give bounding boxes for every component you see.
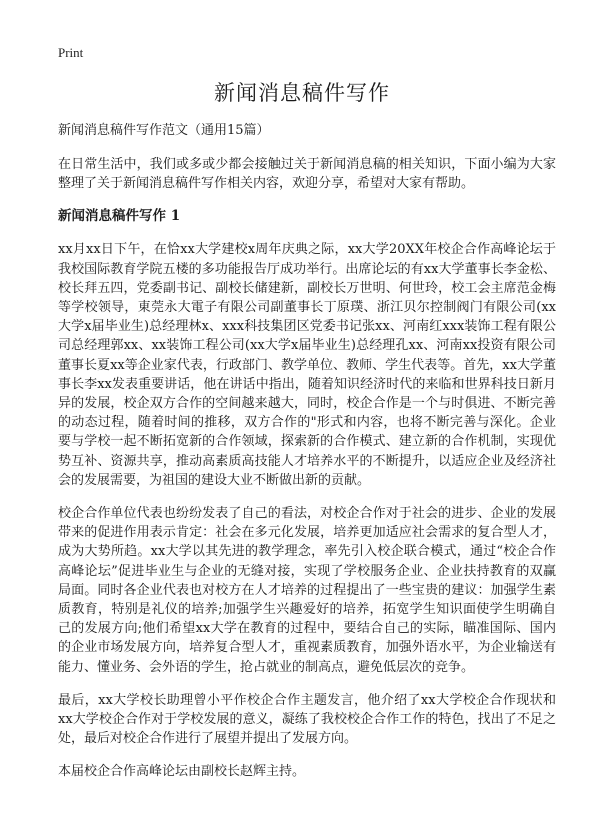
body-paragraph-3: 最后，xx大学校长助理曾小平作校企合作主题发言，他介绍了xx大学校企合作现状和xx大学校企合作对于学校发展的意义，凝练了我校校企合作工作的特色，找出了不足之处，最后对校企合作进行了展望并提出了发展方向。 xyxy=(58,692,556,747)
body-paragraph-2: 校企合作单位代表也纷纷发表了自己的看法，对校企合作对于社会的进步、企业的发展带来的促进作用表示肯定：社会在多元化发展，培养更加适应社会需求的复合型人才，成为大势所趋。xx大学以其先进的教学理念，率先引入校企联合模式，通过“校企合作高峰论坛”促进毕业生与企业的无缝对接，实现了学校服务企业、企业扶持教育的双赢局面。同时各企业代表也对校方在人才培养的过程提出了一些宝贵的建议：加强学生素质教育，特别是礼仪的培养;加强学生兴趣爱好的培养，拓宽学生知识面使学生明确自己的发展方向;他们希望xx大学在教育的过程中，要结合自己的实际，瞄准国际、国内的企业市场发展方向，培养复合型人才，重视素质教育，加强外语水平，为企业输送有能力、懂业务、会外语的学生，抢占就业的制高点，避免低层次的竞争。 xyxy=(58,506,556,675)
body-paragraph-1: xx月xx日下午，在恰xx大学建校x周年庆典之际，xx大学20XX年校企合作高峰论坛于我校国际教育学院五楼的多功能报告厅成功举行。出席论坛的有xx大学董事长李金松、校长拜五四，党委副书记、副校长储建新，副校长万世明、何世玲，校工会主席范金梅等学校领导，東莞永大電子有限公司副董事长丁原璞、浙江贝尔控制阀门有限公司(xx大学x届毕业生)总经理林x、xxx科技集团区党委书记张xx、河南红xxx装饰工程有限公司总经理郭xx、xx装饰工程公司(xx大学x届毕业生)总经理孔xx、河南xx投资有限公司董事长夏xx等企业家代表，行政部门、教学单位、教师、学生代表等。首先，xx大学董事长李xx发表重要讲话，他在讲话中指出，随着知识经济时代的来临和世界科技日新月异的发展，校企双方合作的空间越来越大，同时，校企合作是一个与时俱进、不断完善的动态过程，随着时间的推移，双方合作的"形式和内容，也将不断完善与深化。企业要与学校一起不断拓宽新的合作领域，探索新的合作模式、建立新的合作机制，实现优势互补、资源共享，推动高素质高技能人才培养水平的不断提升，以适应企业及经济社会的发展需要，为祖国的建设大业不断做出新的贡献。 xyxy=(58,242,556,488)
page-title: 新闻消息稿件写作 xyxy=(214,81,390,105)
print-link[interactable]: Print xyxy=(58,45,84,60)
document-subtitle: 新闻消息稿件写作范文（通用15篇） xyxy=(58,123,270,138)
intro-paragraph: 在日常生活中，我们或多或少都会接触过关于新闻消息稿的相关知识，下面小编为大家整理了关于新闻消息稿件写作相关内容，欢迎分享，希望对大家有帮助。 xyxy=(58,157,556,192)
body-paragraph-4: 本届校企合作高峰论坛由副校长赵辉主持。 xyxy=(58,764,306,780)
section-heading: 新闻消息稿件写作 1 xyxy=(58,208,181,225)
